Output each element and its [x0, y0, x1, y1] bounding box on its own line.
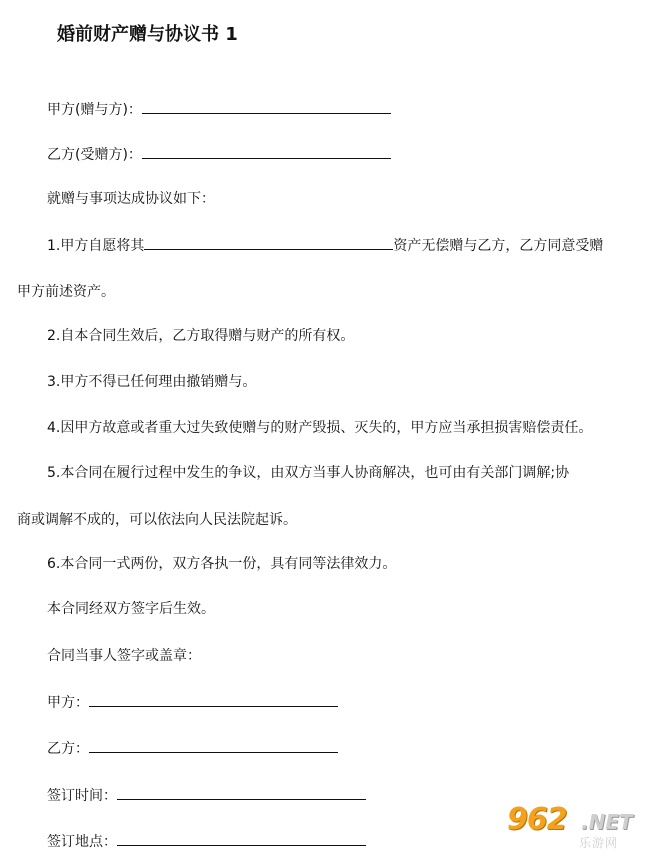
effective-clause: 本合同经双方签字后生效。: [47, 601, 215, 617]
watermark-suffix: .NET: [581, 810, 633, 834]
clause-1-start: 1.甲方自愿将其: [47, 238, 145, 254]
sign-a-blank: [89, 692, 338, 707]
clause-1-end: 资产无偿赠与乙方，乙方同意受赠: [393, 238, 604, 254]
sign-place-label: 签订地点：: [47, 834, 117, 850]
party-b-blank: [142, 144, 391, 159]
watermark-caption: 乐游网: [579, 836, 619, 850]
sign-time-line: [47, 785, 366, 806]
clause-5: 5.本合同在履行过程中发生的争议，由双方当事人协商解决，也可由有关部门调解;协: [47, 465, 570, 481]
sign-place-line: [47, 831, 366, 852]
clause-2: 2.自本合同生效后，乙方取得赠与财产的所有权。: [47, 328, 355, 344]
signature-heading: 合同当事人签字或盖章：: [47, 648, 201, 664]
sign-a-label: 甲方：: [47, 695, 89, 711]
sign-place-blank: [117, 831, 366, 846]
sign-b-label: 乙方：: [47, 741, 89, 757]
intro-text: 就赠与事项达成协议如下：: [47, 191, 215, 207]
sign-time-blank: [117, 785, 366, 800]
asset-blank: [144, 235, 393, 250]
party-b-line: [47, 144, 391, 165]
clause-4: 4.因甲方故意或者重大过失致使赠与的财产毁损、灭失的，甲方应当承担损害赔偿责任。: [47, 420, 593, 436]
clause-1-continued: 甲方前述资产。: [17, 284, 115, 300]
party-b-label: 乙方(受赠方)：: [47, 147, 142, 163]
document-title: 婚前财产赠与协议书 1: [57, 24, 238, 45]
sign-a-line: [47, 692, 338, 713]
watermark-number: 962: [507, 802, 567, 837]
clause-3: 3.甲方不得已任何理由撤销赠与。: [47, 374, 257, 390]
sign-b-line: [47, 738, 338, 759]
site-watermark-logo: [507, 802, 647, 854]
clause-1: [47, 235, 603, 256]
party-a-line: [47, 99, 391, 120]
party-a-blank: [142, 99, 391, 114]
clause-5-continued: 商或调解不成的，可以依法向人民法院起诉。: [17, 512, 297, 528]
sign-time-label: 签订时间：: [47, 788, 117, 804]
party-a-label: 甲方(赠与方)：: [47, 102, 142, 118]
sign-b-blank: [89, 738, 338, 753]
clause-6: 6.本合同一式两份，双方各执一份，具有同等法律效力。: [47, 556, 397, 572]
